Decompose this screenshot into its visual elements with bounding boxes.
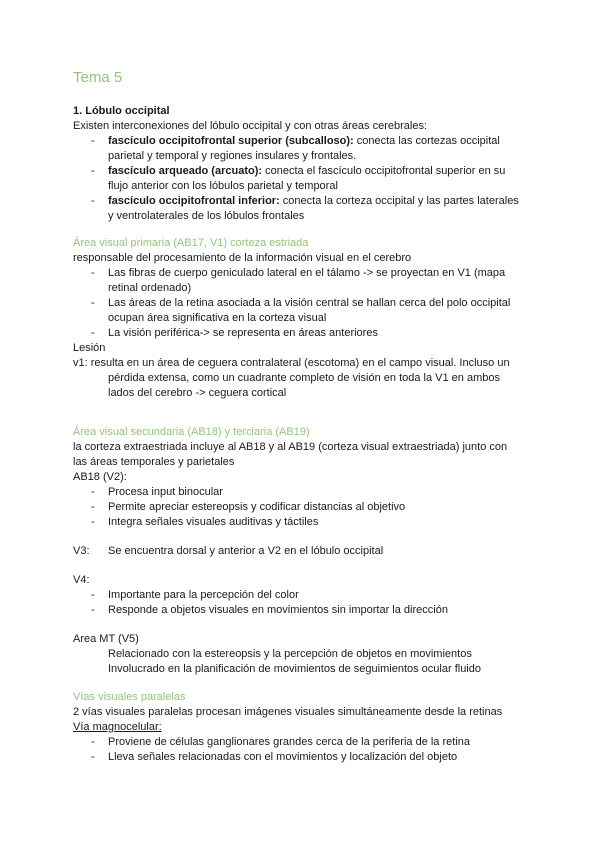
v3-label: V3: bbox=[73, 545, 90, 557]
list-item: Proviene de células ganglionares grandes cerca de la periferia de la retina bbox=[108, 736, 471, 748]
paragraph: 2 vías visuales paralelas procesan imágenes visuales simultáneamente desde la retinas bbox=[73, 706, 503, 718]
magnocelular-label bbox=[73, 720, 162, 735]
bullet-dash: - bbox=[91, 165, 95, 177]
list-item: Las fibras de cuerpo geniculado lateral en el tálamo -> se proyectan en V1 (mapa bbox=[108, 267, 506, 279]
list-item: Lleva señales relacionadas con el movimientos y localización del objeto bbox=[108, 751, 458, 763]
ab18-label: AB18 (V2): bbox=[73, 471, 127, 483]
paragraph-indented: Involucrado en la planificación de movimientos de seguimientos ocular fluido bbox=[108, 663, 481, 675]
mt-label: Area MT (V5) bbox=[73, 633, 139, 645]
bullet-dash: - bbox=[91, 135, 95, 147]
bullet-dash: - bbox=[91, 267, 95, 279]
bullet-dash: - bbox=[91, 195, 95, 207]
bullet-dash: - bbox=[91, 736, 95, 748]
heading-text: 1. Lóbulo occipital bbox=[73, 105, 170, 117]
paragraph-indented: Relacionado con la estereopsis y la percepción de objetos en movimientos bbox=[108, 648, 472, 660]
page-title: Tema 5 bbox=[73, 69, 123, 86]
section-heading-area-primaria: Área visual primaria (AB17, V1) corteza estriada bbox=[73, 237, 309, 249]
term: fascículo occipitofrontal inferior: bbox=[108, 195, 280, 207]
list-item-continuation: ocupan área significativa en la corteza visual bbox=[108, 312, 327, 324]
list-item bbox=[108, 134, 500, 149]
v3-text: Se encuentra dorsal y anterior a V2 en el lóbulo occipital bbox=[108, 545, 384, 557]
underlined-label: Vía magnocelular: bbox=[73, 721, 162, 733]
list-item-continuation: y ventrolaterales de los lóbulos frontales bbox=[108, 210, 305, 222]
v4-label: V4: bbox=[73, 574, 90, 586]
bullet-dash: - bbox=[91, 516, 95, 528]
bullet-dash: - bbox=[91, 501, 95, 513]
list-item: Integra señales visuales auditivas y táctiles bbox=[108, 516, 319, 528]
list-item: Permite apreciar estereopsis y codificar distancias al objetivo bbox=[108, 501, 406, 513]
paragraph: responsable del procesamiento de la información visual en el cerebro bbox=[73, 252, 412, 264]
list-item bbox=[108, 194, 519, 209]
lesion-label: Lesión bbox=[73, 342, 106, 354]
paragraph: Existen interconexiones del lóbulo occipital y con otras áreas cerebrales: bbox=[73, 120, 428, 132]
term: fascículo occipitofrontal superior (subcalloso): bbox=[108, 135, 354, 147]
list-item: Responde a objetos visuales en movimientos sin importar la dirección bbox=[108, 604, 448, 616]
section-heading-lobulo bbox=[73, 104, 170, 119]
definition: conecta la corteza occipital y las partes laterales bbox=[279, 195, 519, 207]
paragraph: las áreas temporales y parietales bbox=[73, 456, 235, 468]
bullet-dash: - bbox=[91, 486, 95, 498]
term: fascículo arqueado (arcuato): bbox=[108, 165, 263, 177]
paragraph-continuation: pérdida extensa, como un cuadrante completo de visión en toda la V1 en ambos bbox=[108, 372, 500, 384]
definition: conecta el fascículo occipitofrontal superior en su bbox=[262, 165, 506, 177]
list-item-continuation: flujo anterior con los lóbulos parietal y temporal bbox=[108, 180, 338, 192]
list-item: Las áreas de la retina asociada a la visión central se hallan cerca del polo occipital bbox=[108, 297, 511, 309]
bullet-dash: - bbox=[91, 604, 95, 616]
section-heading-area-secundaria: Área visual secundaria (AB18) y terciaria (AB19) bbox=[73, 426, 310, 438]
section-heading-vias-visuales: Vías visuales paralelas bbox=[73, 691, 186, 703]
list-item-continuation: retinal ordenado) bbox=[108, 282, 192, 294]
paragraph-continuation: lados del cerebro -> ceguera cortical bbox=[108, 387, 287, 399]
list-item: Procesa input binocular bbox=[108, 486, 223, 498]
bullet-dash: - bbox=[91, 751, 95, 763]
definition: conecta las cortezas occipital bbox=[353, 135, 500, 147]
paragraph: v1: resulta en un área de ceguera contralateral (escotoma) en el campo visual. Incluso un bbox=[73, 357, 510, 369]
bullet-dash: - bbox=[91, 327, 95, 339]
paragraph: la corteza extraestriada incluye al AB18 y al AB19 (corteza visual extraestriada) junto con bbox=[73, 441, 508, 453]
list-item: Importante para la percepción del color bbox=[108, 589, 299, 601]
list-item bbox=[108, 164, 505, 179]
list-item: La visión periférica-> se representa en áreas anteriores bbox=[108, 327, 378, 339]
list-item-continuation: parietal y temporal y regiones insulares y frontales. bbox=[108, 150, 357, 162]
bullet-dash: - bbox=[91, 589, 95, 601]
bullet-dash: - bbox=[91, 297, 95, 309]
